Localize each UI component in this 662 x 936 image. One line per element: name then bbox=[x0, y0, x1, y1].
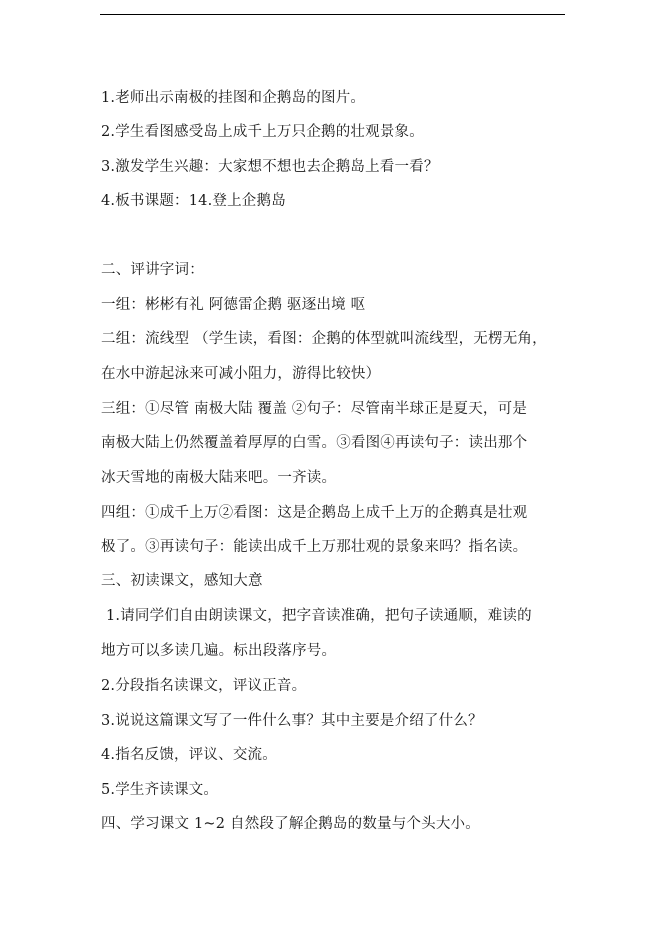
step-line: 2.分段指名读课文，评议正音。 bbox=[101, 678, 307, 694]
text-line: 极了。③再读句子：能读出成千上万那壮观的景象来吗？指名读。 bbox=[101, 539, 528, 555]
step-line: 1.老师出示南极的挂图和企鹅岛的图片。 bbox=[101, 90, 366, 106]
step-line: 3.说说这篇课文写了一件什么事？其中主要是介绍了什么？ bbox=[101, 713, 483, 729]
section-heading: 三、初读课文，感知大意 bbox=[101, 573, 263, 589]
section-heading: 二、评讲字词： bbox=[101, 262, 204, 278]
section-heading: 四、学习课文 1~2 自然段了解企鹅岛的数量与个头大小。 bbox=[101, 816, 480, 832]
text-line: 四组：①成千上万②看图：这是企鹅岛上成千上万的企鹅真是壮观 bbox=[101, 505, 528, 521]
header-rule bbox=[100, 14, 565, 15]
step-line: 1.请同学们自由朗读课文，把字音读准确，把句子读通顺，难读的 bbox=[106, 608, 532, 624]
text-line: 三组：①尽管 南极大陆 覆盖 ②句子：尽管南半球正是夏天，可是 bbox=[101, 401, 528, 417]
step-line: 4.指名反馈，评议、交流。 bbox=[101, 747, 277, 763]
step-line: 4.板书课题：14.登上企鹅岛 bbox=[101, 193, 286, 209]
text-line: 一组：彬彬有礼 阿德雷企鹅 驱逐出境 呕 bbox=[101, 297, 366, 313]
step-line: 2.学生看图感受岛上成千上万只企鹅的壮观景象。 bbox=[101, 124, 424, 140]
text-line: 二组：流线型 （学生读，看图：企鹅的体型就叫流线型，无楞无角， bbox=[101, 331, 547, 347]
text-line: 冰天雪地的南极大陆来吧。一齐读。 bbox=[101, 470, 337, 486]
step-line: 3.激发学生兴趣：大家想不想也去企鹅岛上看一看？ bbox=[101, 159, 439, 175]
text-line: 南极大陆上仍然覆盖着厚厚的白雪。③看图④再读句子：读出那个 bbox=[101, 435, 528, 451]
text-line: 地方可以多读几遍。标出段落序号。 bbox=[101, 643, 337, 659]
text-line: 在水中游起泳来可减小阻力，游得比较快） bbox=[101, 366, 381, 382]
step-line: 5.学生齐读课文。 bbox=[101, 782, 219, 798]
